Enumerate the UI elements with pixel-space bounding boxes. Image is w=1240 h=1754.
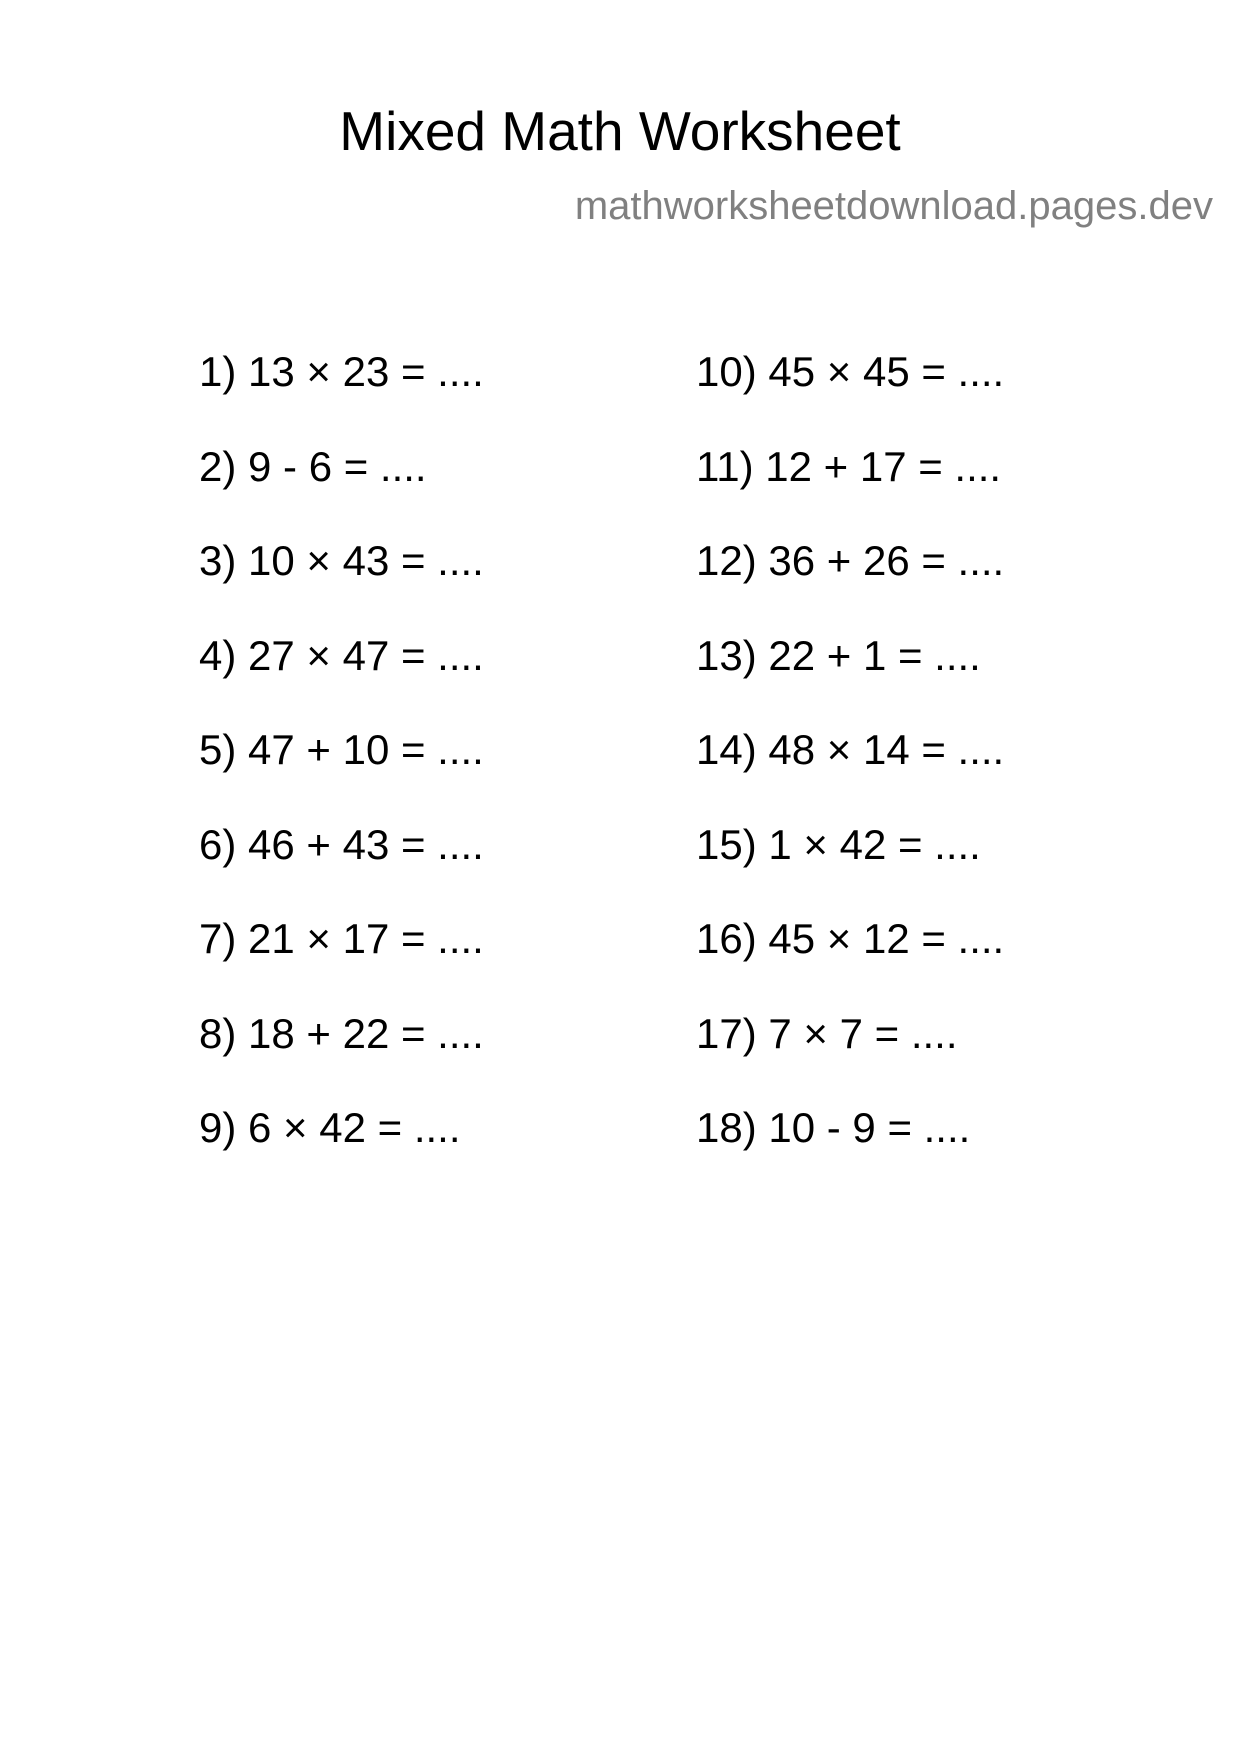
problem-item: 13) 22 + 1 = .... (696, 631, 981, 679)
problem-item: 14) 48 × 14 = .... (696, 726, 1005, 773)
problem-item: 17) 7 × 7 = .... (696, 1009, 958, 1057)
problem-item: 9) 6 × 42 = .... (199, 1104, 461, 1151)
problem-item: 10) 45 × 45 = .... (696, 348, 1005, 395)
problem-list-right (696, 346, 1004, 1197)
problem-item: 16) 45 × 12 = .... (696, 915, 1005, 962)
problem-item: 5) 47 + 10 = .... (199, 726, 484, 773)
problem-item: 1) 13 × 23 = .... (199, 348, 484, 395)
problem-item: 4) 27 × 47 = .... (199, 631, 484, 679)
problem-item: 7) 21 × 17 = .... (199, 915, 484, 962)
problem-item: 12) 36 + 26 = .... (696, 537, 1005, 584)
problem-item: 2) 9 - 6 = .... (199, 442, 427, 490)
problem-list-left (199, 346, 484, 1197)
problem-item: 11) 12 + 17 = .... (696, 442, 1002, 490)
problem-item: 8) 18 + 22 = .... (199, 1009, 484, 1057)
problem-item: 6) 46 + 43 = .... (199, 820, 484, 868)
source-url: mathworksheetdownload.pages.dev (574, 184, 1213, 228)
problem-item: 15) 1 × 42 = .... (696, 820, 981, 868)
problem-item: 18) 10 - 9 = .... (696, 1104, 971, 1151)
page-title: Mixed Math Worksheet (339, 100, 901, 162)
problem-item: 3) 10 × 43 = .... (199, 537, 484, 584)
